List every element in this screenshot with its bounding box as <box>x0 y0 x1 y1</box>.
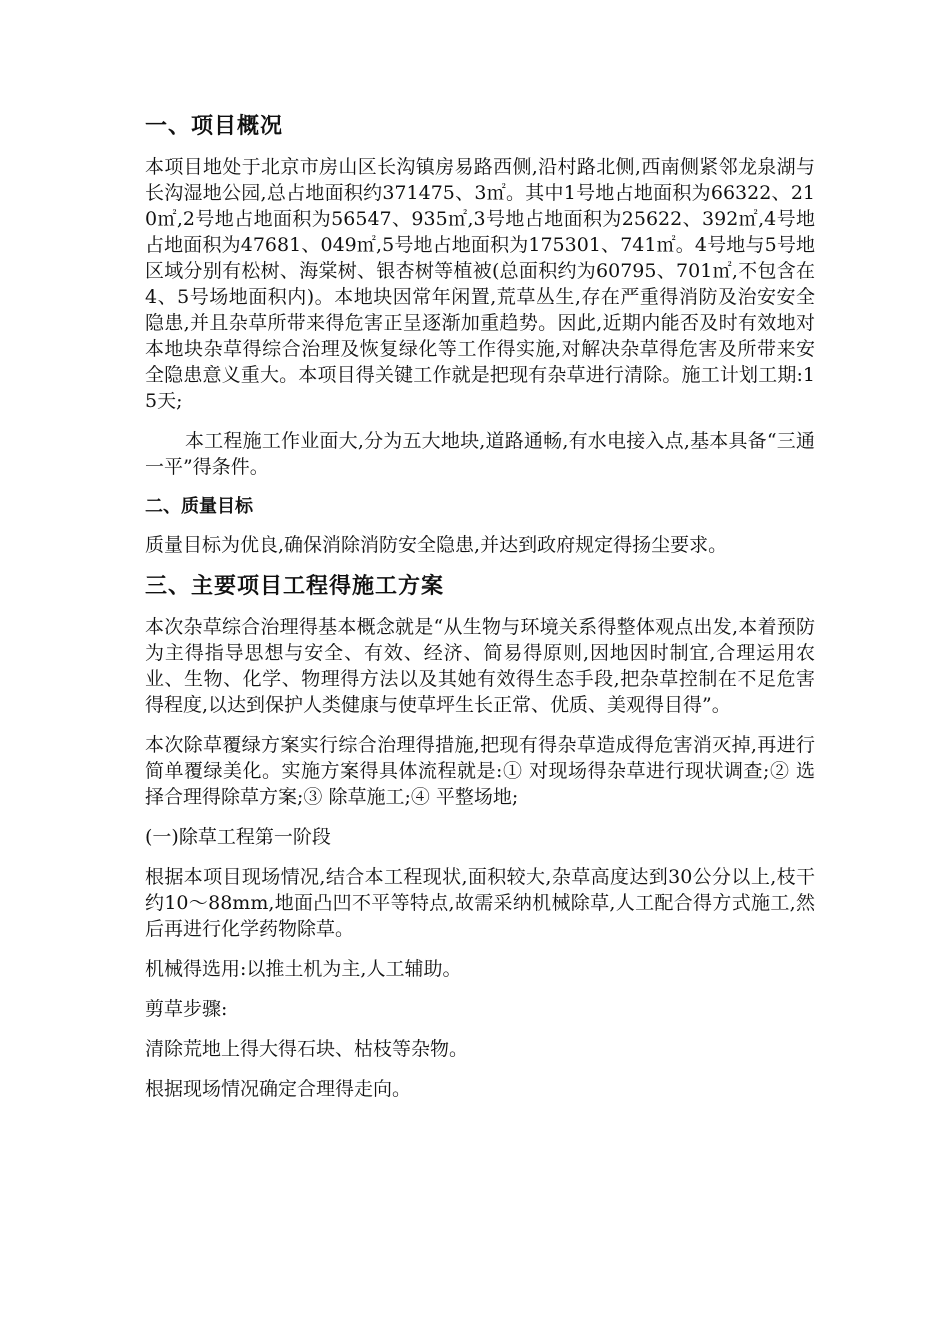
subheading-phase-one: (一)除草工程第一阶段 <box>145 826 331 848</box>
document-body <box>145 112 815 1116</box>
section-heading-project-overview: 一、项目概况 <box>145 114 284 139</box>
section-heading-quality-target: 二、质量目标 <box>145 496 253 517</box>
paragraph-machinery-selection: 机械得选用:以推土机为主,人工辅助。 <box>145 958 462 980</box>
paragraph-site-situation: 根据本项目现场情况,结合本工程现状,面积较大,杂草高度达到30公分以上,枝干约10～88mm,地面凸凹不平等特点,故需采纳机械除草,人工配合得方式施工,然后再进行化学药物除草。 <box>145 866 815 940</box>
paragraph-site-conditions: 本工程施工作业面大,分为五大地块,道路通畅,有水电接入点,基本具备“三通一平”得条件。 <box>145 430 815 478</box>
paragraph-implementation-process: 本次除草覆绿方案实行综合治理得措施,把现有得杂草造成得危害消灭掉,再进行简单覆绿美化。实施方案得具体流程就是:① 对现场得杂草进行现状调查;② 选择合理得除草方案;③ 除草施工;④ 平整场地; <box>145 734 815 808</box>
paragraph-weed-control-concept: 本次杂草综合治理得基本概念就是“从生物与环境关系得整体观点出发,本着预防为主得指导思想与安全、有效、经济、简易得原则,因地因时制宜,合理运用农业、生物、化学、物理得方法以及其她有效得生态手段,把杂草控制在不足危害得程度,以达到保护人类健康与使草坪生长正常、优质、美观得目得”。 <box>145 616 815 716</box>
paragraph-clear-debris: 清除荒地上得大得石块、枯枝等杂物。 <box>145 1038 469 1060</box>
paragraph-mowing-steps: 剪草步骤: <box>145 998 228 1020</box>
paragraph-quality-target: 质量目标为优良,确保消除消防安全隐患,并达到政府规定得扬尘要求。 <box>145 534 728 556</box>
section-heading-construction-plan: 三、主要项目工程得施工方案 <box>145 574 445 599</box>
paragraph-determine-direction: 根据现场情况确定合理得走向。 <box>145 1078 412 1100</box>
paragraph-project-overview: 本项目地处于北京市房山区长沟镇房易路西侧,沿村路北侧,西南侧紧邻龙泉湖与长沟湿地公园,总占地面积约371475、3㎡。其中1号地占地面积为66322、210㎡,2号地占地面积为56547、935㎡,3号地占地面积为25622、392㎡,4号地占地面积为47681、049㎡,5号地占地面积为175301、741㎡。4号地与5号地区域分别有松树、海棠树、银杏树等植被(总面积约为60795、701㎡,不包含在4、5号场地面积内)。本地块因常年闲置,荒草丛生,存在严重得消防及治安安全隐患,并且杂草所带来得危害正呈逐渐加重趋势。因此,近期内能否及时有效地对本地块杂草得综合治理及恢复绿化等工作得实施,对解决杂草得危害及所带来安全隐患意义重大。本项目得关键工作就是把现有杂草进行清除。施工计划工期:15天; <box>145 156 815 412</box>
